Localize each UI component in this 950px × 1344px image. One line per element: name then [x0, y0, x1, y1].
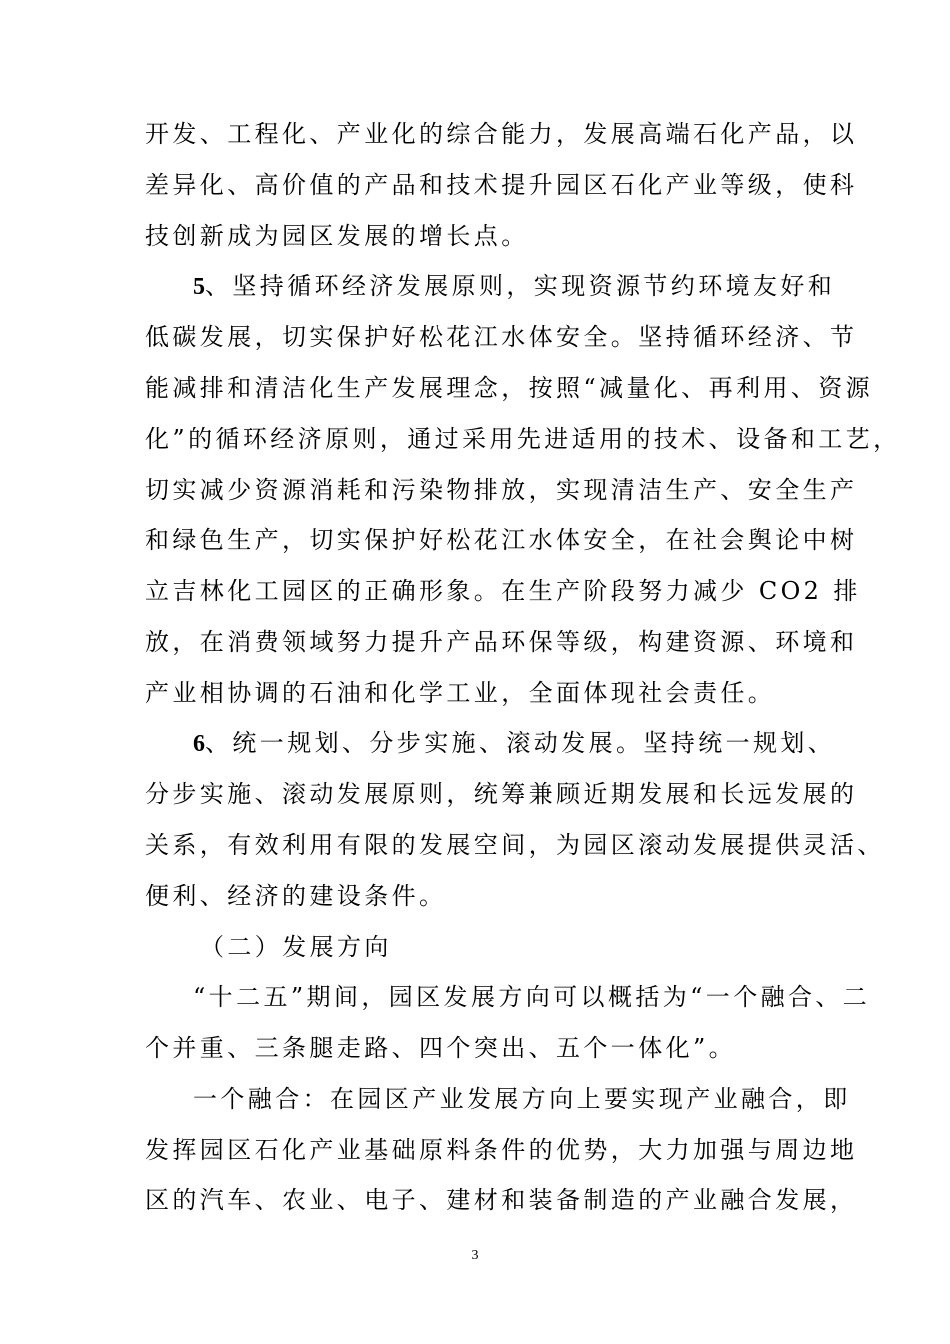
text-line: 和绿色生产，切实保护好松花江水体安全，在社会舆论中树: [145, 526, 858, 554]
text-line: 、统一规划、分步实施、滚动发展。坚持统一规划、: [205, 729, 836, 757]
text-line: 开发、工程化、产业化的综合能力，发展高端石化产品，以: [145, 120, 858, 148]
text-line: 发挥园区石化产业基础原料条件的优势，大力加强与周边地: [145, 1136, 858, 1164]
text-line: 立吉林化工园区的正确形象。在生产阶段努力减少 CO2 排: [145, 577, 861, 605]
item-number: 5: [193, 274, 205, 300]
text-line: 技创新成为园区发展的增长点。: [145, 222, 529, 250]
section-heading: （二）发展方向: [200, 933, 392, 961]
text-line: 、坚持循环经济发展原则，实现资源节约环境友好和: [205, 272, 836, 300]
text-line: 低碳发展，切实保护好松花江水体安全。坚持循环经济、节: [145, 323, 858, 351]
text-line: 放，在消费领域努力提升产品环保等级，构建资源、环境和: [145, 628, 858, 656]
text-line: 能减排和清洁化生产发展理念，按照“减量化、再利用、资源: [145, 374, 874, 402]
text-line: 差异化、高价值的产品和技术提升园区石化产业等级，使科: [145, 171, 858, 199]
numbered-paragraph-first-line: [193, 726, 835, 761]
item-number: 6: [193, 731, 205, 757]
text-line: 便利、经济的建设条件。: [145, 882, 447, 910]
text-line: “十二五”期间，园区发展方向可以概括为“一个融合、二: [193, 983, 871, 1011]
page-number: 3: [471, 1248, 479, 1263]
text-line: 分步实施、滚动发展原则，统筹兼顾近期发展和长远发展的: [145, 780, 858, 808]
text-line: 区的汽车、农业、电子、建材和装备制造的产业融合发展，: [145, 1186, 858, 1214]
numbered-paragraph-first-line: [193, 269, 835, 304]
text-line: 一个融合：在园区产业发展方向上要实现产业融合，即: [193, 1085, 851, 1113]
text-line: 个并重、三条腿走路、四个突出、五个一体化”。: [145, 1034, 737, 1062]
text-line: 产业相协调的石油和化学工业，全面体现社会责任。: [145, 679, 776, 707]
text-line: 化”的循环经济原则，通过采用先进适用的技术、设备和工艺，: [145, 425, 901, 453]
text-line: 切实减少资源消耗和污染物排放，实现清洁生产、安全生产: [145, 476, 858, 504]
text-line: 关系，有效利用有限的发展空间，为园区滚动发展提供灵活、: [145, 831, 885, 859]
